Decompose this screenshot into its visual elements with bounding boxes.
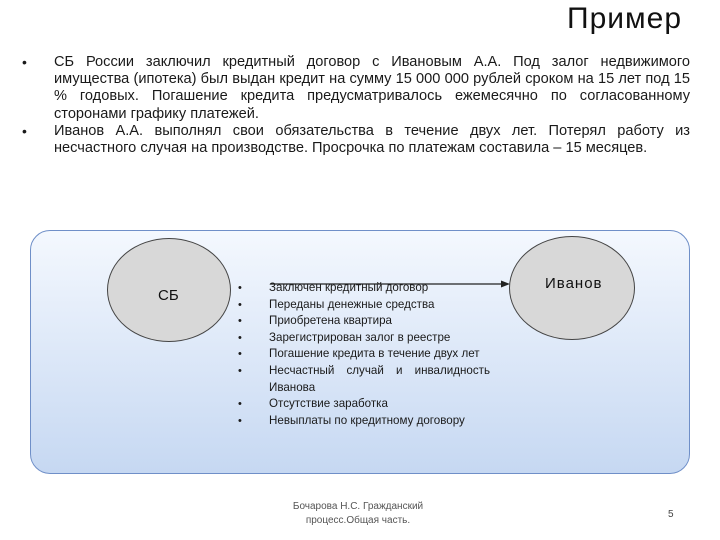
fact-text: Зарегистрирован залог в реестре [269, 330, 451, 344]
fact-text: Невыплаты по кредитному договору [269, 413, 465, 427]
fact-item [238, 363, 490, 396]
fact-item [238, 413, 490, 430]
fact-item [238, 346, 490, 363]
facts-list [238, 280, 490, 429]
relationship-diagram [30, 230, 690, 474]
bullet-icon: • [238, 298, 242, 311]
footer-author: Бочарова Н.С. Гражданский процесс.Общая часть. [292, 501, 424, 526]
party-circle-sb [107, 238, 231, 342]
fact-text: Погашение кредита в течение двух лет [269, 347, 480, 361]
fact-item [238, 313, 490, 330]
fact-text: Отсутствие заработка [269, 397, 388, 411]
slide-title: Пример [567, 2, 682, 35]
case-point [22, 54, 690, 123]
fact-text: Несчастный случай и инвалидность Иванова [269, 363, 490, 394]
bullet-icon: • [238, 364, 242, 377]
page-number: 5 [668, 509, 674, 520]
fact-item [238, 330, 490, 347]
case-point-text: СБ России заключил кредитный договор с Ивановым А.А. Под залог недвижимого имущества (ипотека) был выдан кредит на сумму 15 000 000 рублей сроком на 15 лет под 15 % годовых. Погашение кредита предусматривалось ежемесячно по согласованному сторонами графику платежей. [54, 54, 690, 122]
bullet-icon: • [238, 331, 242, 344]
fact-item [238, 280, 490, 297]
bullet-icon: • [238, 315, 242, 328]
bullet-icon: • [22, 54, 27, 70]
case-point [22, 123, 690, 157]
party-label-ivanov: Иванов [545, 275, 603, 292]
bullet-icon: • [238, 414, 242, 427]
bullet-icon: • [238, 348, 242, 361]
fact-text: Переданы денежные средства [269, 297, 435, 311]
fact-text: Заключен кредитный договор [269, 281, 429, 294]
bullet-icon: • [238, 282, 242, 294]
party-circle-ivanov [509, 236, 635, 340]
case-point-text: Иванов А.А. выполнял свои обязательства в течение двух лет. Потерял работу из несчастного случая на производстве. Просрочка по платежам составила – 15 месяцев. [54, 122, 690, 157]
fact-item [238, 396, 490, 413]
party-label-sb: СБ [158, 287, 179, 304]
fact-item [238, 297, 490, 314]
case-description-list [22, 54, 690, 157]
bullet-icon: • [22, 122, 27, 139]
fact-text: Приобретена квартира [269, 314, 392, 328]
bullet-icon: • [238, 398, 242, 411]
